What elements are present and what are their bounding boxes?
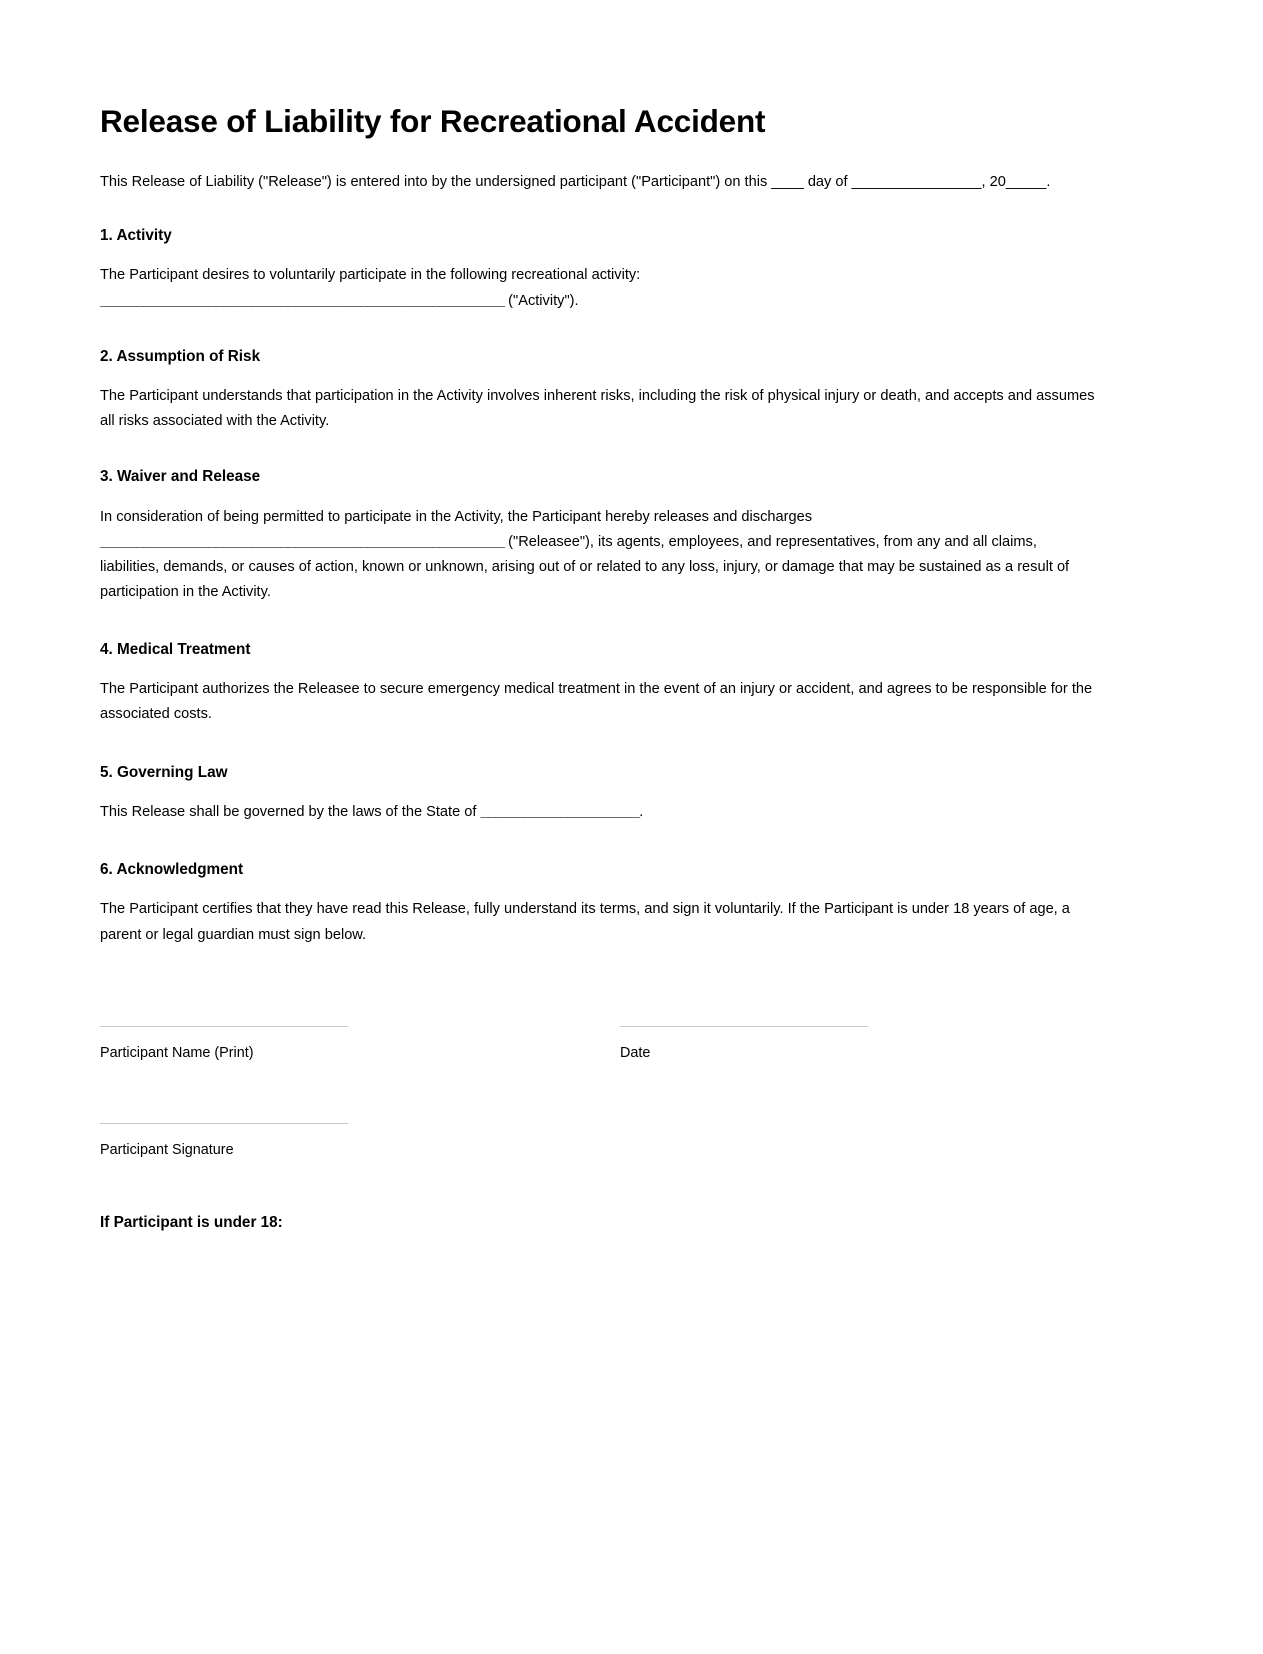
section-body-activity [100,263,1100,313]
participant-signature-label: Participant Signature [100,1141,234,1158]
signature-row-signature [100,1123,1113,1160]
date-label: Date [620,1044,651,1061]
section-acknowledgment [100,859,1113,948]
date-field-group [620,1026,868,1063]
section-activity [100,225,1113,314]
section-body-waiver-and-release [100,505,1100,605]
page-title: Release of Liability for Recreational Accident [100,103,766,139]
section-heading-governing-law: 5. Governing Law [100,763,228,781]
signature-block [100,1026,1113,1160]
participant-signature-line[interactable] [100,1123,348,1124]
section-assumption-of-risk [100,346,1113,435]
governing-law-text-line2: . [639,803,644,820]
section-governing-law [100,762,1113,826]
participant-signature-field-group [100,1123,348,1160]
waiver-text-line1: In consideration of being permitted to participate in the Activity, the Participant hereby releases and discharges [100,508,812,525]
participant-name-line[interactable] [100,1026,348,1027]
participant-name-label: Participant Name (Print) [100,1044,254,1061]
section-body-governing-law [100,800,1100,825]
section-heading-waiver-and-release: 3. Waiver and Release [100,468,261,486]
signature-row-name-date [100,1026,1113,1063]
under-18-heading: If Participant is under 18: [100,1213,283,1231]
governing-law-text-line1: This Release shall be governed by the laws of the State of [100,803,481,820]
date-line[interactable] [620,1026,868,1027]
section-waiver-and-release [100,466,1113,605]
participant-name-field-group [100,1026,348,1063]
intro-paragraph: This Release of Liability ("Release") is entered into by the undersigned participant ("Participant") on this ____ day of ________________, 20_____. [100,174,1051,191]
signature-row-spacer [348,1026,620,1063]
section-body-assumption-of-risk: The Participant understands that participation in the Activity involves inherent risks, including the risk of physical injury or death, and accepts and assumes all risks associated with the Activity. [100,388,1095,430]
state-blank-field[interactable]: ______________________ [480,803,640,820]
section-heading-medical-treatment: 4. Medical Treatment [100,640,251,658]
section-heading-acknowledgment: 6. Acknowledgment [100,861,244,879]
activity-text-line1: The Participant desires to voluntarily participate in the following recreational activity: [100,267,641,284]
section-heading-activity: 1. Activity [100,227,172,245]
section-heading-assumption-of-risk: 2. Assumption of Risk [100,347,261,365]
section-medical-treatment [100,639,1113,728]
activity-text-line2: ("Activity"). [504,292,579,309]
section-body-acknowledgment: The Participant certifies that they have read this Release, fully understand its terms, and sign it voluntarily. If the Participant is under 18 years of age, a parent or legal guardian must sign below. [100,901,1070,943]
activity-blank-field[interactable]: ________________________________________________________ [100,292,505,309]
waiver-text-line2: ("Releasee"), its agents, employees, and representatives, from any and all claims, liabilities, demands, or causes of action, known or unknown, arising out of or related to any loss, injury, or damage that may be sustained as a result of participation in the Activity. [100,533,1070,600]
releasee-blank-field[interactable]: ________________________________________________________ [100,533,505,550]
section-body-medical-treatment: The Participant authorizes the Releasee to secure emergency medical treatment in the event of an injury or accident, and agrees to be responsible for the associated costs. [100,681,1093,723]
